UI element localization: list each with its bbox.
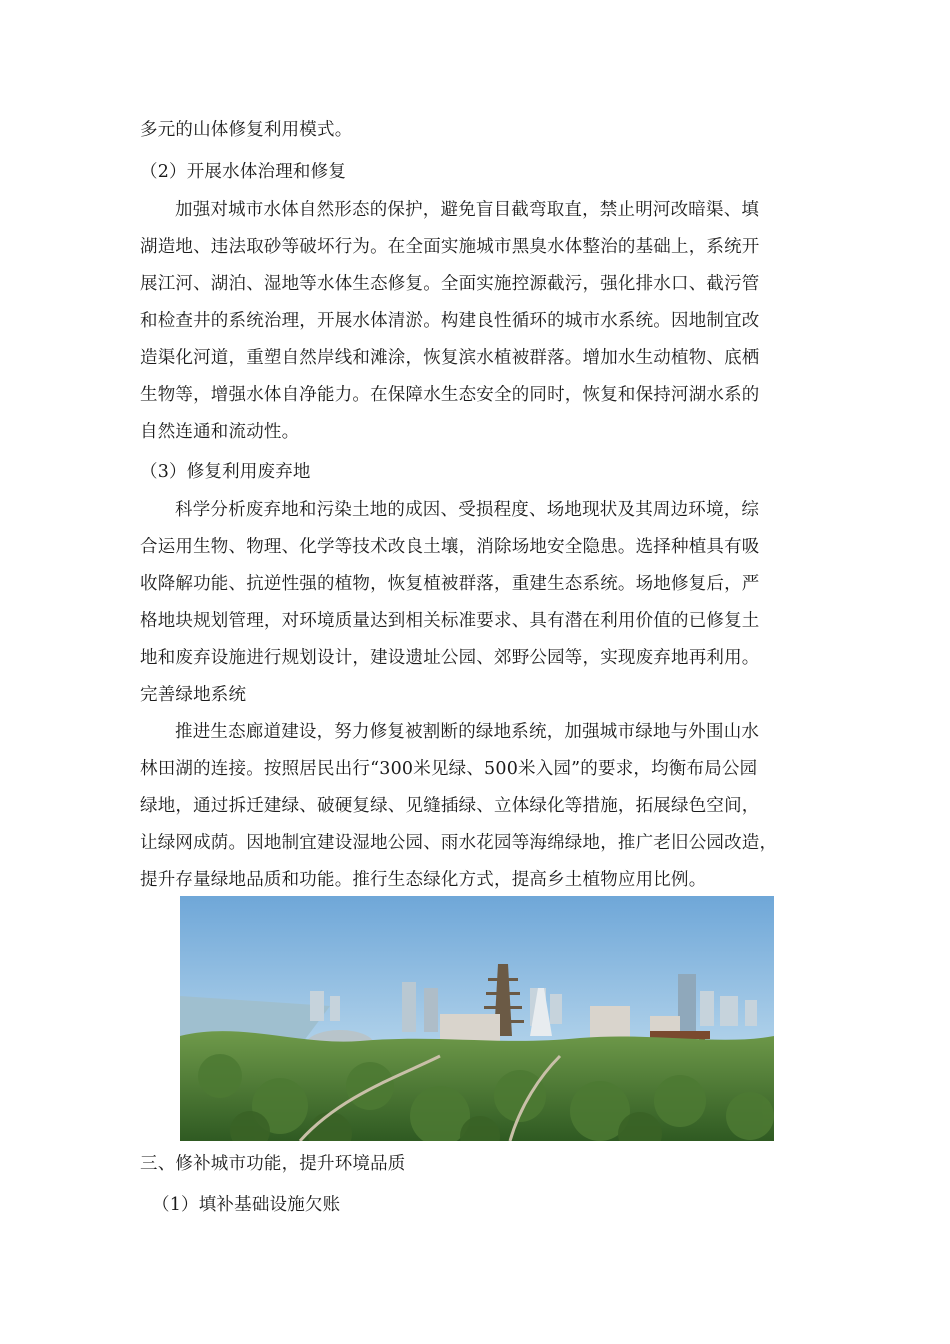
section-heading-water: （2）开展水体治理和修复 [140,162,347,182]
city-park-photo [180,896,774,1141]
paragraph-line: 和检查井的系统治理，开展水体清淤。构建良性循环的城市水系统。因地制宜改 [140,311,760,331]
paragraph-line: 林田湖的连接。按照居民出行“300米见绿、500米入园”的要求，均衡布局公园 [140,759,758,779]
chapter-heading: 三、修补城市功能，提升环境品质 [140,1154,406,1174]
paragraph-line: 让绿网成荫。因地制宜建设湿地公园、雨水花园等海绵绿地，推广老旧公园改造， [140,833,778,853]
paragraph-line: 生物等，增强水体自净能力。在保障水生态安全的同时，恢复和保持河湖水系的 [140,385,760,405]
paragraph-line: 绿地，通过拆迁建绿、破硬复绿、见缝插绿、立体绿化等措施，拓展绿色空间， [140,796,760,816]
section-heading-greenland: 完善绿地系统 [140,685,247,705]
paragraph-line: 展江河、湖泊、湿地等水体生态修复。全面实施控源截污，强化排水口、截污管 [140,274,760,294]
section-heading-wasteland: （3）修复利用废弃地 [140,462,311,482]
paragraph-line: 提升存量绿地品质和功能。推行生态绿化方式，提高乡土植物应用比例。 [140,870,707,890]
paragraph-line: 收降解功能、抗逆性强的植物，恢复植被群落，重建生态系统。场地修复后，严 [140,574,760,594]
paragraph-line: 合运用生物、物理、化学等技术改良土壤，消除场地安全隐患。选择种植具有吸 [140,537,760,557]
paragraph-line: 湖造地、违法取砂等破坏行为。在全面实施城市黑臭水体整治的基础上，系统开 [140,237,760,257]
paragraph-line: 地和废弃设施进行规划设计，建设遗址公园、郊野公园等，实现废弃地再利用。 [140,648,760,668]
paragraph-line: 科学分析废弃地和污染土地的成因、受损程度、场地现状及其周边环境，综 [175,500,760,520]
paragraph-line: 推进生态廊道建设，努力修复被割断的绿地系统，加强城市绿地与外围山水 [175,722,760,742]
paragraph-line: 造渠化河道，重塑自然岸线和滩涂，恢复滨水植被群落。增加水生动植物、底栖 [140,348,760,368]
paragraph-line: 加强对城市水体自然形态的保护，避免盲目截弯取直，禁止明河改暗渠、填 [175,200,760,220]
paragraph-line: 多元的山体修复利用模式。 [140,120,353,140]
section-heading-infrastructure: （1）填补基础设施欠账 [152,1195,341,1215]
paragraph-line: 格地块规划管理，对环境质量达到相关标准要求、具有潜在利用价值的已修复土 [140,611,760,631]
paragraph-line: 自然连通和流动性。 [140,422,300,442]
